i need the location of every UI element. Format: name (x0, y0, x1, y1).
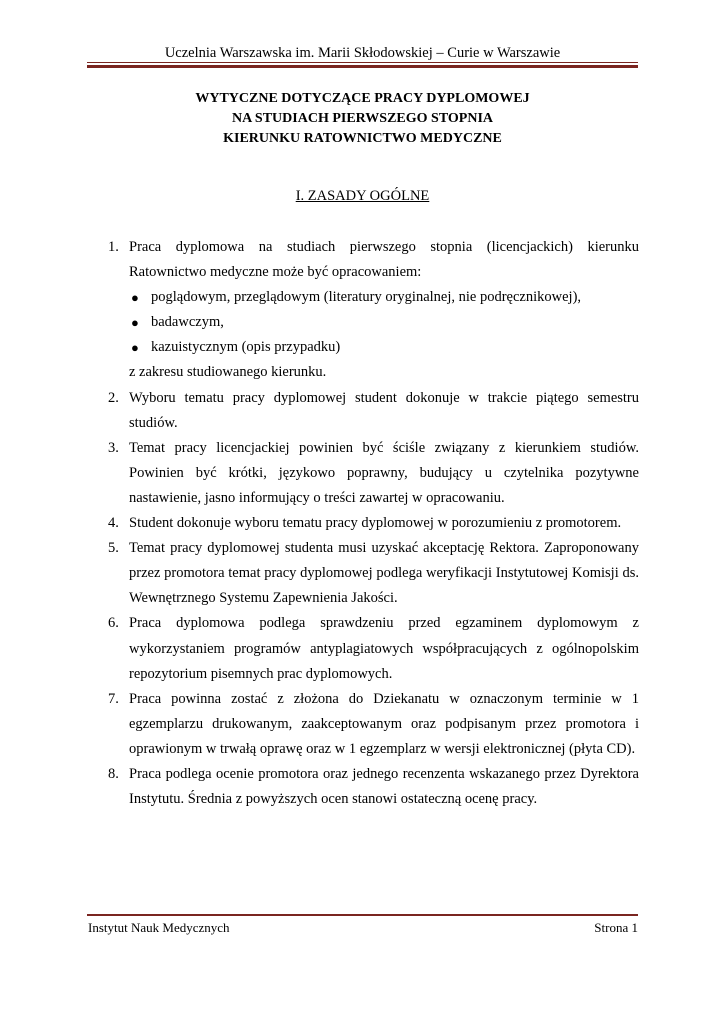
list-item-number: 6. (108, 615, 119, 632)
list-item-number: 3. (108, 439, 119, 456)
list-item-number: 4. (108, 515, 119, 532)
bullet-text: poglądowym, przeglądowym (literatury oryginalnej, nie podręcznikowej), (151, 289, 582, 306)
bullet-text: kazuistycznym (opis przypadku) (151, 339, 341, 356)
list-item (108, 536, 639, 611)
list-item (108, 235, 639, 386)
bullet-item (129, 285, 639, 310)
list-item (108, 386, 639, 436)
list-item-text: Praca dyplomowa na studiach pierwszego stopnia (licencjackich) kierunku Ratownictwo medyczne może być opracowaniem: (129, 239, 639, 281)
list-item (108, 511, 639, 536)
list-item-number: 2. (108, 389, 119, 406)
list-item-text: Student dokonuje wyboru tematu pracy dyplomowej w porozumieniu z promotorem. (129, 515, 622, 532)
bullet-icon: ● (131, 340, 139, 356)
page-header: Uczelnia Warszawska im. Marii Skłodowskiej – Curie w Warszawie (164, 45, 561, 61)
section-heading-text: I. ZASADY OGÓLNE (295, 188, 430, 204)
list-item-number: 8. (108, 765, 119, 782)
list-item-text: Praca podlega ocenie promotora oraz jednego recenzenta wskazanego przez Dyrektora Instytutu. Średnia z powyższych ocen stanowi ostateczną ocenę pracy. (129, 765, 639, 808)
title-line-3: KIERUNKU RATOWNICTWO MEDYCZNE (223, 131, 502, 146)
list-item (108, 762, 639, 812)
list-item-text: Temat pracy dyplomowej studenta musi uzyskać akceptację Rektora. Zaproponowany przez promotora temat pracy dyplomowej podlega weryfikacji Instytutowej Komisji ds. Wewnętrznego Systemu Zapewnienia Jakości. (129, 540, 639, 607)
header-rule-thin (87, 62, 638, 63)
list-item (108, 611, 639, 686)
bullet-item (129, 335, 639, 360)
list-item-number: 7. (108, 690, 119, 707)
list-item-text: Wyboru tematu pracy dyplomowej student dokonuje w trakcie piątego semestru studiów. (129, 389, 639, 431)
footer-rule (87, 914, 638, 916)
rules-list (108, 235, 639, 812)
bullet-icon: ● (131, 290, 139, 306)
list-item-number: 1. (108, 239, 119, 255)
list-item (108, 436, 639, 511)
list-item (108, 687, 639, 762)
list-item-text: Praca powinna zostać z złożona do Dziekanatu w oznaczonym terminie w 1 egzemplarzu drukowanym, zaakceptowanym oraz podpisanym przez promotora i oprawionym w trwałą oprawę oraz w 1 egzemplarz w wersji elektronicznej (płyta CD). (129, 690, 639, 757)
list-item-continuation: z zakresu studiowanego kierunku. (129, 364, 327, 381)
list-item-number: 5. (108, 540, 119, 557)
bullet-icon: ● (131, 315, 139, 331)
footer-institute: Instytut Nauk Medycznych (88, 920, 230, 935)
bullet-text: badawczym, (151, 314, 224, 331)
header-rule-thick (87, 65, 638, 68)
list-item-text: Temat pracy licencjackiej powinien być ściśle związany z kierunkiem studiów. Powinien być krótki, językowo poprawny, budujący u czytelnika pozytywne nastawienie, jasno informujący o treści zawartej w opracowaniu. (129, 439, 639, 506)
title-line-2: NA STUDIACH PIERWSZEGO STOPNIA (231, 111, 494, 126)
bullet-item (129, 310, 639, 335)
bullet-list (129, 285, 639, 360)
list-item-text: Praca dyplomowa podlega sprawdzeniu przed egzaminem dyplomowym z wykorzystaniem programów antyplagiatowych współpracujących z ogólnopolskim repozytorium pisemnych prac dyplomowych. (129, 615, 639, 682)
section-heading (0, 187, 725, 205)
title-line-1: WYTYCZNE DOTYCZĄCE PRACY DYPLOMOWEJ (195, 91, 530, 106)
document-title (0, 89, 725, 149)
page-number: Strona 1 (594, 920, 638, 935)
